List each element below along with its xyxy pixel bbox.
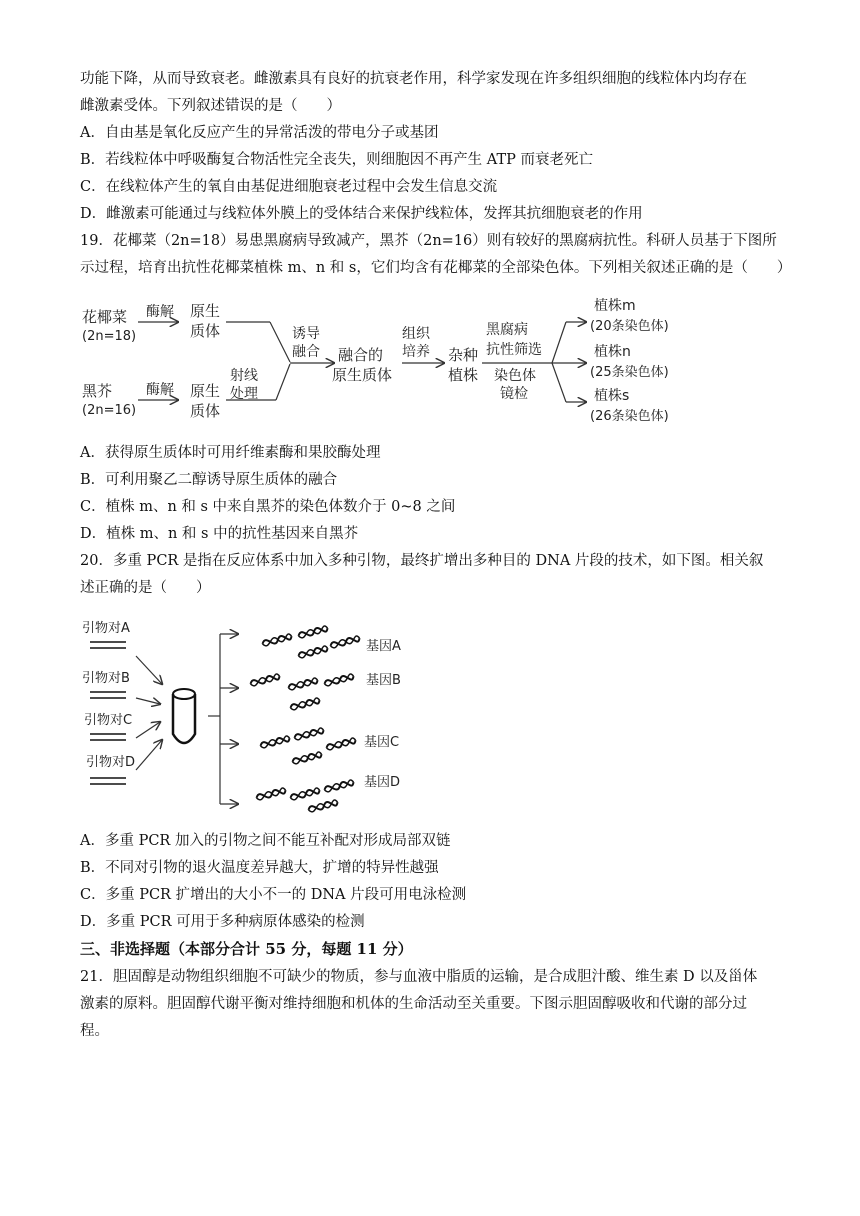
- q19-option-c: C．植株 m、n 和 s 中来自黑芥的染色体数介于 0~8 之间: [80, 499, 456, 515]
- q19-fusion-diagram: [80, 292, 700, 432]
- q19-option-a: A．获得原生质体时可用纤维素酶和果胶酶处理: [80, 445, 381, 461]
- tissue-top: 组织: [402, 326, 430, 342]
- irradiate-top: 射线: [230, 368, 258, 384]
- q20-option-a: A．多重 PCR 加入的引物之间不能互补配对形成局部双链: [80, 833, 451, 849]
- q21-stem-line2: 激素的原料。胆固醇代谢平衡对维持细胞和机体的生命活动至关重要。下图示胆固醇吸收和代谢的部分过: [80, 996, 747, 1012]
- check-bottom: 镜检: [500, 386, 528, 402]
- protoplast-1-bottom: 质体: [190, 322, 221, 340]
- plant-m: 植株m: [594, 298, 636, 314]
- q18-stem-line1: 功能下降，从而导致衰老。雌激素具有良好的抗衰老作用，科学家发现在许多组织细胞的线粒体内均存在: [80, 71, 747, 87]
- q19-option-d: D．植株 m、n 和 s 中的抗性基因来自黑芥: [80, 526, 359, 542]
- cauliflower-chromosome: (2n=18): [82, 329, 137, 344]
- q18-stem-line2: 雌激素受体。下列叙述错误的是（ ）: [80, 98, 341, 114]
- q18-option-a: A．自由基是氧化反应产生的异常活泼的带电分子或基团: [80, 125, 439, 141]
- q18-option-d: D．雌激素可能通过与线粒体外膜上的受体结合来保护线粒体，发挥其抗细胞衰老的作用: [80, 206, 643, 222]
- mustard-chromosome: (2n=16): [82, 403, 137, 418]
- screen-top: 黑腐病: [486, 322, 528, 338]
- plant-n: 植株n: [594, 344, 631, 360]
- induce-bottom: 融合: [292, 344, 320, 360]
- protoplast-1-top: 原生: [190, 302, 221, 320]
- plant-m-chromosome: (20条染色体): [590, 319, 669, 334]
- plant-n-chromosome: (25条染色体): [590, 365, 669, 380]
- gene-b-label: 基因B: [366, 673, 401, 688]
- fused-bottom: 原生质体: [332, 366, 393, 384]
- plant-s-chromosome: (26条染色体): [590, 409, 669, 424]
- fused-top: 融合的: [338, 346, 384, 364]
- dna-icon: [260, 727, 356, 764]
- dna-icon: [256, 779, 354, 812]
- primer-pair-a: 引物对A: [82, 621, 130, 636]
- primer-pair-b: 引物对B: [82, 671, 130, 686]
- mustard-label: 黑芥: [82, 382, 113, 400]
- q21-stem-line3: 程。: [80, 1023, 109, 1039]
- q20-stem-line2: 述正确的是（ ）: [80, 580, 211, 596]
- q19-stem-line1: 19．花椰菜（2n=18）易患黑腐病导致减产，黑芥（2n=16）则有较好的黑腐病抗性。科研人员基于下图所: [80, 233, 777, 249]
- screen-bottom: 抗性筛选: [486, 342, 542, 358]
- irradiate-bottom: 处理: [230, 386, 258, 402]
- q20-option-b: B．不同对引物的退火温度差异越大，扩增的特异性越强: [80, 860, 439, 876]
- q19-stem-line2: 示过程，培育出抗性花椰菜植株 m、n 和 s，它们均含有花椰菜的全部染色体。下列相关叙述正确的是（ ）: [80, 260, 792, 276]
- primer-pair-c: 引物对C: [84, 713, 133, 728]
- q18-option-b: B．若线粒体中呼吸酶复合物活性完全丧失，则细胞因不再产生 ATP 而衰老死亡: [80, 152, 593, 168]
- gene-a-label: 基因A: [366, 639, 401, 654]
- dna-icon: [250, 673, 354, 710]
- section-heading: 三、非选择题（本部分合计 55 分，每题 11 分）: [80, 940, 413, 958]
- q19-option-b: B．可利用聚乙二醇诱导原生质体的融合: [80, 472, 338, 488]
- induce-top: 诱导: [292, 326, 320, 342]
- protoplast-2-bottom: 质体: [190, 402, 221, 420]
- enzyme-label-2: 酶解: [146, 382, 174, 398]
- enzyme-label-1: 酶解: [146, 304, 174, 320]
- q21-stem-line1: 21．胆固醇是动物组织细胞不可缺少的物质，参与血液中脂质的运输，是合成胆汁酸、维生素 D 以及甾体: [80, 969, 758, 985]
- dna-icon: [262, 625, 360, 658]
- pcr-tube-icon: [173, 689, 195, 743]
- q20-option-c: C．多重 PCR 扩增出的大小不一的 DNA 片段可用电泳检测: [80, 887, 467, 903]
- cauliflower-label: 花椰菜: [82, 308, 128, 326]
- q20-stem-line1: 20．多重 PCR 是指在反应体系中加入多种引物，最终扩增出多种目的 DNA 片段的技术，如下图。相关叙: [80, 553, 764, 569]
- hybrid-top: 杂种: [448, 346, 479, 364]
- gene-c-label: 基因C: [364, 735, 400, 750]
- q18-option-c: C．在线粒体产生的氧自由基促进细胞衰老过程中会发生信息交流: [80, 179, 498, 195]
- q20-option-d: D．多重 PCR 可用于多种病原体感染的检测: [80, 914, 365, 930]
- gene-d-label: 基因D: [364, 775, 401, 790]
- q20-multiplex-pcr-diagram: [80, 612, 440, 814]
- plant-s: 植株s: [594, 388, 630, 404]
- primer-pair-d: 引物对D: [86, 755, 136, 770]
- hybrid-bottom: 植株: [448, 366, 479, 384]
- protoplast-2-top: 原生: [190, 382, 221, 400]
- check-top: 染色体: [494, 368, 536, 384]
- tissue-bottom: 培养: [402, 344, 430, 360]
